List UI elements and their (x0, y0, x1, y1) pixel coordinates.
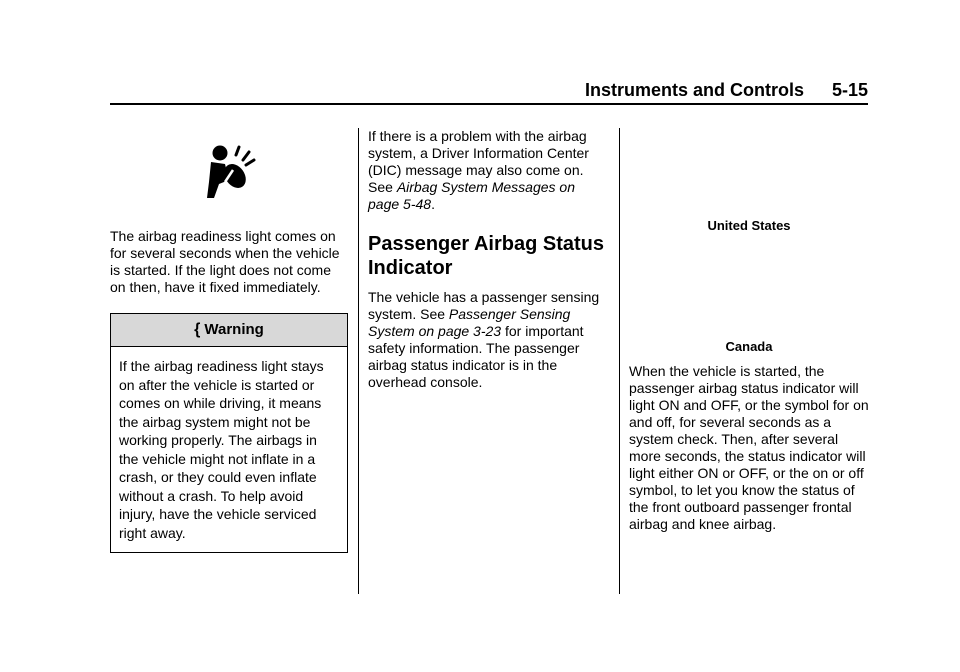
page-header (110, 80, 868, 104)
sensing-text-end: for important safety information. The passenger airbag status indicator is in the overhead console. (368, 323, 584, 390)
indicator-image-placeholder (629, 234, 869, 338)
column-2 (368, 128, 606, 391)
section-title: Instruments and Controls (584, 80, 804, 100)
dic-text: If there is a problem with the airbag system, a Driver Information Center (DIC) message may also come on. See (368, 128, 589, 195)
dic-message-text (368, 128, 606, 213)
airbag-readiness-text: The airbag readiness light comes on for several seconds when the vehicle is started. If the light does not come on then, have it fixed immediately. (110, 228, 340, 295)
header-rule (110, 103, 868, 105)
column-3 (629, 128, 869, 533)
dic-text-end: . (431, 196, 435, 212)
page-number: 5-15 (831, 80, 868, 100)
airbag-messages-link[interactable]: Airbag System Messages on page 5-48 (368, 179, 576, 212)
airbag-readiness-icon (199, 140, 259, 200)
status-indicator-text: When the vehicle is started, the passenger airbag status indicator will light ON and OFF, or the symbol for on and off, for several seconds as a system check. Then, after several more seconds, the status indicator will light either ON or OFF, or the on or off symbol, to let you know the status of the front outboard passenger frontal airbag and knee airbag. (629, 363, 869, 532)
warning-icon: { (194, 321, 201, 338)
column-1 (110, 130, 348, 553)
sensing-text: The vehicle has a passenger sensing system. See (368, 289, 600, 322)
warning-body: If the airbag readiness light stays on after the vehicle is started or comes on while driving, it means the airbag system might not be working properly. The airbags in the vehicle might not inflate in a crash, or they could even inflate without a crash. To help avoid injury, have the vehicle serviced right away. (119, 358, 324, 541)
column-divider (619, 128, 620, 594)
caption-united-states: United States (707, 218, 791, 233)
section-heading: Passenger Airbag Status Indicator (368, 233, 605, 279)
warning-box (110, 313, 348, 553)
warning-header (111, 314, 347, 347)
passenger-sensing-text (368, 289, 606, 391)
warning-title: Warning (204, 321, 264, 338)
column-divider (358, 128, 359, 594)
passenger-sensing-link[interactable]: Passenger Sensing System on page 3-23 (368, 306, 571, 339)
caption-canada: Canada (725, 339, 773, 354)
